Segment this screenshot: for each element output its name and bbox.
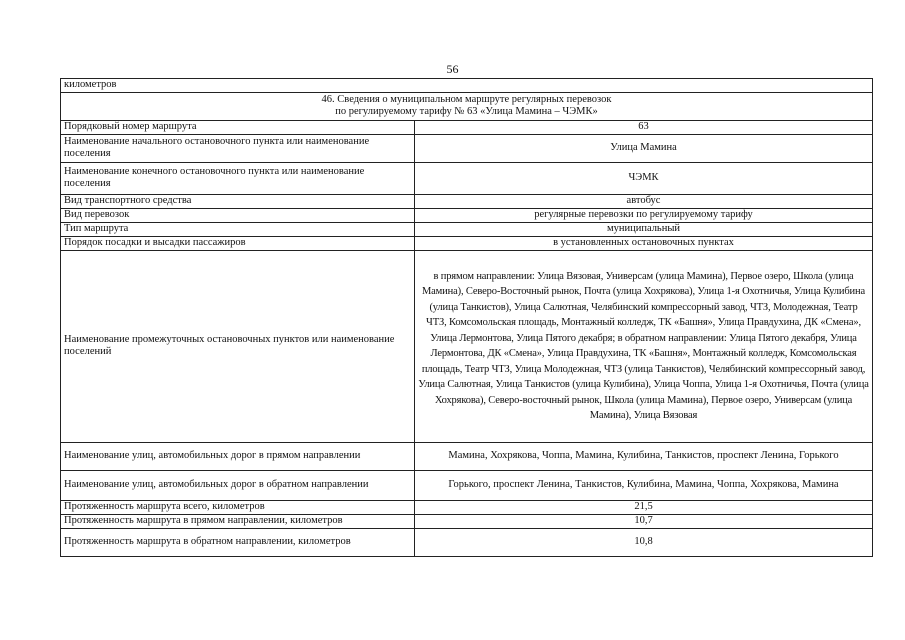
row-value: 10,7 xyxy=(415,514,873,528)
table-row xyxy=(61,79,873,93)
row-value: 21,5 xyxy=(415,500,873,514)
row-value: в установленных остановочных пунктах xyxy=(415,236,873,250)
section-title xyxy=(61,92,873,120)
row-value: Улица Мамина xyxy=(415,134,873,162)
page-number: 56 xyxy=(446,62,459,76)
continuation-cell: километров xyxy=(61,79,873,93)
table-row xyxy=(61,470,873,500)
row-value: автобус xyxy=(415,194,873,208)
table-row xyxy=(61,120,873,134)
row-label: Вид перевозок xyxy=(61,208,415,222)
table-row xyxy=(61,134,873,162)
table-row xyxy=(61,236,873,250)
table-row xyxy=(61,208,873,222)
table-row xyxy=(61,222,873,236)
table-row xyxy=(61,250,873,442)
section-title-line-1: 46. Сведения о муниципальном маршруте регулярных перевозок xyxy=(321,93,612,105)
row-value: в прямом направлении: Улица Вязовая, Универсам (улица Мамина), Первое озеро, Школа (улица Мамина), Северо-Восточный рынок, Почта (улица Хохрякова), Улица 1-я Охотничья, Улица Кулибина (улица Танкистов), Улица Салютная, Челябинский компрессорный завод, ЧТЗ, Молодежная, Театр ЧТЗ, Комсомольская площадь, Монтажный колледж, ТК «Башня», Улица Правдухина, ДК «Смена», Улица Лермонтова, Улица Пятого декабря; в обратном направлении: Улица Пятого декабря, Улица Лермонтова, ДК «Смена», Улица Правдухина, ТК «Башня», Монтажный колледж, Комсомольская площадь, Театр ЧТЗ, Улица Молодежная, ЧТЗ (улица Танкистов), Челябинский компрессорный завод, Улица Салютная, Улица Танкистов (улица Кулибина), Улица Чоппа, Улица 1-я Охотничья, Почта (улица Хохрякова), Северо-восточный рынок, Школа (улица Мамина), Первое озеро, Универсам (улица Мамина), Улица Вязовая xyxy=(415,250,873,442)
table-row xyxy=(61,500,873,514)
row-label: Порядковый номер маршрута xyxy=(61,120,415,134)
section-title-row xyxy=(61,92,873,120)
table-row xyxy=(61,162,873,194)
table-row xyxy=(61,528,873,556)
row-label: Наименование промежуточных остановочных пунктов или наименование поселений xyxy=(61,250,415,442)
row-label: Протяженность маршрута всего, километров xyxy=(61,500,415,514)
row-label: Наименование улиц, автомобильных дорог в прямом направлении xyxy=(61,442,415,470)
table-row xyxy=(61,514,873,528)
row-label: Наименование улиц, автомобильных дорог в обратном направлении xyxy=(61,470,415,500)
row-label: Тип маршрута xyxy=(61,222,415,236)
row-value: ЧЭМК xyxy=(415,162,873,194)
row-value: Мамина, Хохрякова, Чоппа, Мамина, Кулибина, Танкистов, проспект Ленина, Горького xyxy=(415,442,873,470)
table-row xyxy=(61,442,873,470)
row-label: Вид транспортного средства xyxy=(61,194,415,208)
row-value: Горького, проспект Ленина, Танкистов, Кулибина, Мамина, Чоппа, Хохрякова, Мамина xyxy=(415,470,873,500)
row-label: Порядок посадки и высадки пассажиров xyxy=(61,236,415,250)
row-label: Протяженность маршрута в обратном направлении, километров xyxy=(61,528,415,556)
table-row xyxy=(61,194,873,208)
row-label: Протяженность маршрута в прямом направлении, километров xyxy=(61,514,415,528)
row-label: Наименование начального остановочного пункта или наименование поселения xyxy=(61,134,415,162)
row-label: Наименование конечного остановочного пункта или наименование поселения xyxy=(61,162,415,194)
route-info-table xyxy=(60,78,873,557)
row-value: регулярные перевозки по регулируемому тарифу xyxy=(415,208,873,222)
section-title-line-2: по регулируемому тарифу № 63 «Улица Мамина – ЧЭМК» xyxy=(335,106,598,117)
row-value: 63 xyxy=(415,120,873,134)
row-value: муниципальный xyxy=(415,222,873,236)
row-value: 10,8 xyxy=(415,528,873,556)
